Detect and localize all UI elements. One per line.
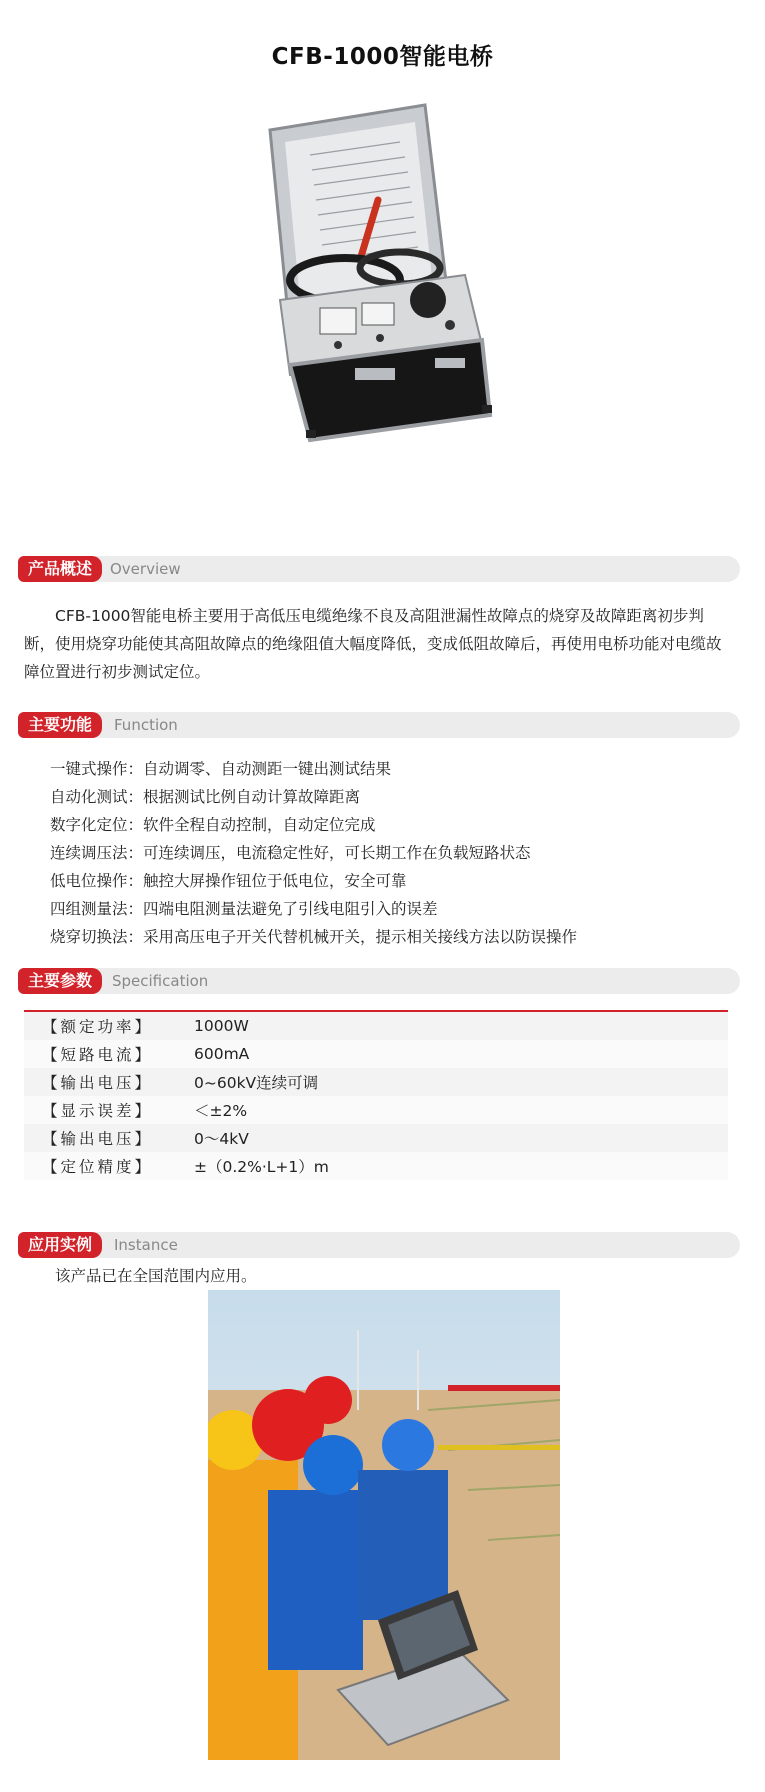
function-list: [50, 755, 577, 951]
instance-tag: 应用实例: [18, 1232, 102, 1258]
spec-value: ＜±2%: [194, 1102, 248, 1120]
list-item: 一键式操作：自动调零、自动测距一键出测试结果: [50, 760, 392, 778]
table-row: [24, 1040, 728, 1068]
table-row: [24, 1068, 728, 1096]
overview-section-header: [18, 556, 740, 582]
spec-en: Specification: [112, 972, 209, 990]
spec-value: 0～4kV: [194, 1130, 249, 1148]
spec-label: 【额定功率】: [42, 1018, 154, 1036]
spec-label: 【定位精度】: [42, 1158, 154, 1176]
spec-label: 【输出电压】: [42, 1130, 154, 1148]
list-item: 自动化测试：根据测试比例自动计算故障距离: [50, 788, 361, 806]
overview-tag: 产品概述: [18, 556, 102, 582]
instance-section-header: [18, 1232, 740, 1258]
table-row: [24, 1124, 728, 1152]
spec-label: 【输出电压】: [42, 1074, 154, 1092]
spec-value: 1000W: [194, 1017, 249, 1035]
spec-label: 【显示误差】: [42, 1102, 154, 1120]
instance-en: Instance: [114, 1236, 178, 1254]
function-en: Function: [114, 716, 178, 734]
spec-label: 【短路电流】: [42, 1046, 154, 1064]
function-tag: 主要功能: [18, 712, 102, 738]
list-item: 烧穿切换法：采用高压电子开关代替机械开关，提示相关接线方法以防误操作: [50, 928, 578, 946]
table-row: [24, 1096, 728, 1124]
spec-value: ±（0.2%·L+1）m: [194, 1158, 329, 1176]
list-item: 数字化定位：软件全程自动控制，自动定位完成: [50, 816, 376, 834]
spec-section-header: [18, 968, 740, 994]
field-photo: [208, 1290, 560, 1760]
spec-value: 600mA: [194, 1045, 250, 1063]
function-section-header: [18, 712, 740, 738]
spec-tag: 主要参数: [18, 968, 102, 994]
list-item: 低电位操作：触控大屏操作钮位于低电位，安全可靠: [50, 872, 407, 890]
product-image: [250, 100, 520, 490]
table-row: [24, 1012, 728, 1040]
table-row: [24, 1152, 728, 1180]
list-item: 四组测量法：四端电阻测量法避免了引线电阻引入的误差: [50, 900, 438, 918]
list-item: 连续调压法：可连续调压，电流稳定性好，可长期工作在负载短路状态: [50, 844, 531, 862]
spec-table: [24, 1010, 728, 1180]
overview-en: Overview: [110, 560, 181, 578]
instance-text: 该产品已在全国范围内应用。: [55, 1267, 257, 1285]
overview-text: CFB-1000智能电桥主要用于高低压电缆绝缘不良及高阻泄漏性故障点的烧穿及故障距离初步判断，使用烧穿功能使其高阻故障点的绝缘阻值大幅度降低，变成低阻故障后，再使用电桥功能对电缆故障位置进行初步测试定位。: [24, 607, 722, 681]
page-title: CFB-1000智能电桥: [271, 44, 494, 70]
spec-value: 0~60kV连续可调: [194, 1074, 319, 1092]
